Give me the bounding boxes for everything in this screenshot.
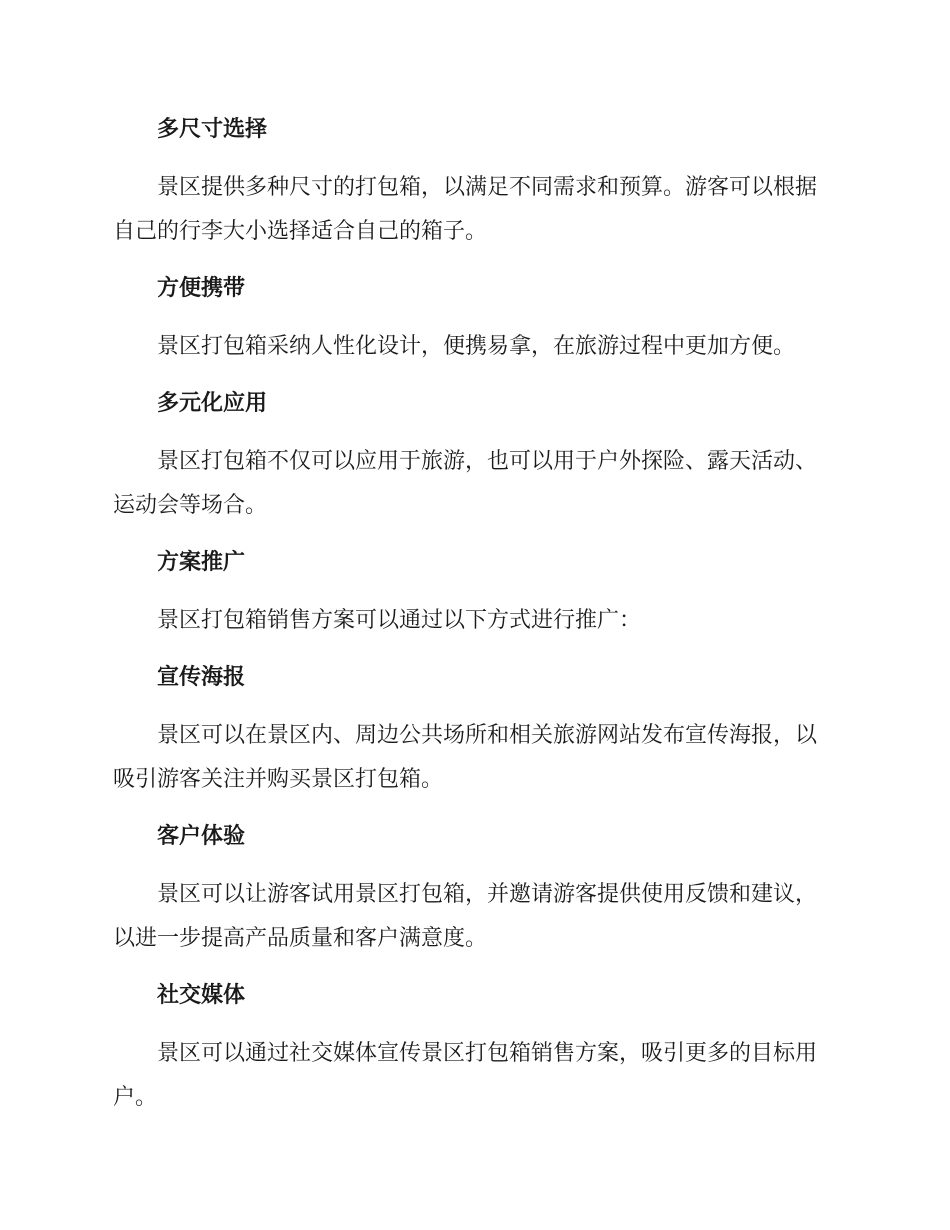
heading-diversified-application: 多元化应用 xyxy=(157,391,268,416)
document-page xyxy=(113,108,829,1133)
heading-multi-size-selection: 多尺寸选择 xyxy=(157,117,268,142)
heading-customer-experience: 客户体验 xyxy=(157,824,246,849)
paragraph-promotional-posters: 景区可以在景区内、周边公共场所和相关旅游网站发布宣传海报，以吸引游客关注并购买景区打包箱。 xyxy=(113,722,818,792)
heading-plan-promotion: 方案推广 xyxy=(157,550,246,575)
heading-promotional-posters: 宣传海报 xyxy=(157,665,246,690)
paragraph-multi-size-selection: 景区提供多种尺寸的打包箱，以满足不同需求和预算。游客可以根据自己的行李大小选择适合自己的箱子。 xyxy=(113,174,818,244)
paragraph-diversified-application: 景区打包箱不仅可以应用于旅游，也可以用于户外探险、露天活动、运动会等场合。 xyxy=(113,448,818,518)
heading-convenient-carrying: 方便携带 xyxy=(157,276,246,301)
paragraph-plan-promotion: 景区打包箱销售方案可以通过以下方式进行推广： xyxy=(157,607,642,633)
paragraph-convenient-carrying: 景区打包箱采纳人性化设计，便携易拿，在旅游过程中更加方便。 xyxy=(157,333,796,359)
paragraph-social-media: 景区可以通过社交媒体宣传景区打包箱销售方案，吸引更多的目标用户。 xyxy=(113,1040,818,1110)
heading-social-media: 社交媒体 xyxy=(157,983,246,1008)
paragraph-customer-experience: 景区可以让游客试用景区打包箱，并邀请游客提供使用反馈和建议，以进一步提高产品质量和客户满意度。 xyxy=(113,881,818,951)
